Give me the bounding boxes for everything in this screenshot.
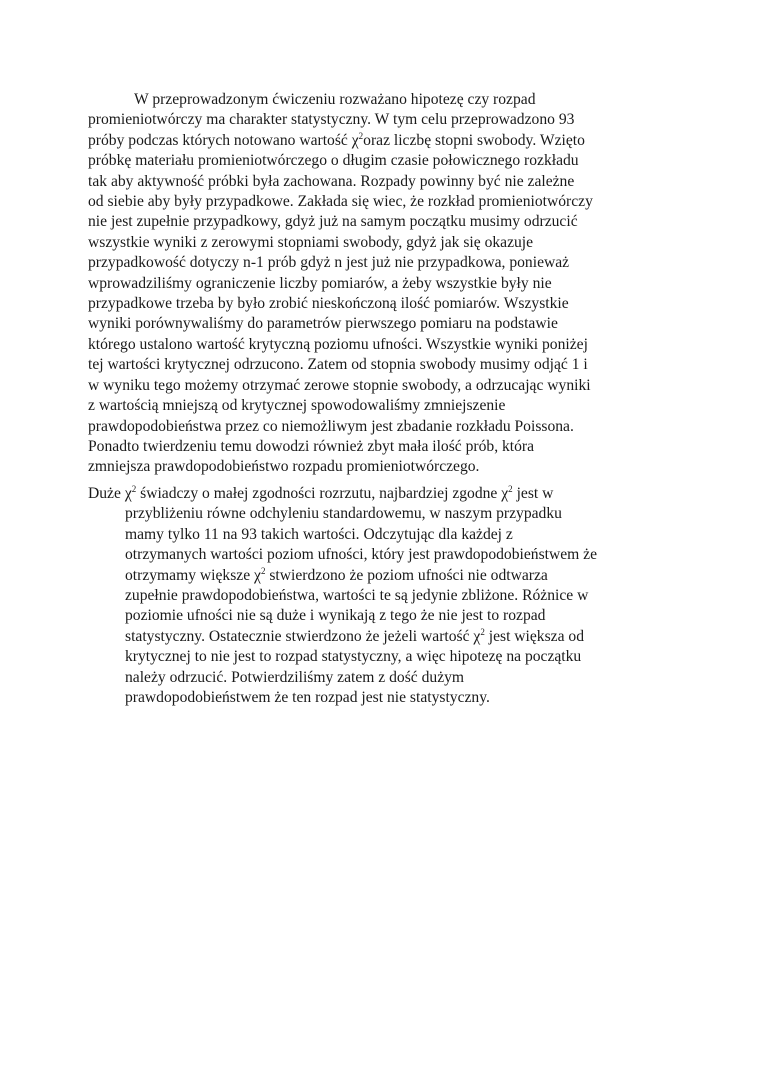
text-line: tej wartości krytycznej odrzucono. Zatem od stopnia swobody musimy odjąć 1 i xyxy=(88,356,588,374)
text-line: od siebie aby były przypadkowe. Zakłada się wiec, że rozkład promieniotwórczy xyxy=(88,193,593,211)
text-segment: Duże xyxy=(88,485,125,502)
text-line: tak aby aktywność próbki była zachowana. Rozpady powinny być nie zależne xyxy=(88,172,575,190)
superscript: 2 xyxy=(358,130,364,141)
text-line: krytycznej to nie jest to rozpad statystyczny, a więc hipotezę na początku xyxy=(125,648,582,666)
text-line: przybliżeniu równe odchyleniu standardowemu, w naszym przypadku xyxy=(125,505,562,523)
text-line xyxy=(88,566,688,586)
text-line: promieniotwórczy ma charakter statystyczny. W tym celu przeprowadzono 93 xyxy=(88,111,575,129)
chi-symbol: χ xyxy=(124,485,132,502)
text-segment: otrzymamy większe xyxy=(125,566,255,584)
chi-symbol: χ xyxy=(501,485,509,502)
text-line: mamy tylko 11 na 93 takich wartości. Odczytując dla każdej z xyxy=(125,525,513,543)
text-segment: jest większa od xyxy=(484,627,585,645)
superscript: 2 xyxy=(260,565,266,576)
superscript: 2 xyxy=(508,484,513,494)
text-segment: oraz liczbę stopni swobody. Wzięto xyxy=(363,131,585,149)
text-line xyxy=(88,627,688,647)
chi-symbol: χ xyxy=(351,131,359,149)
text-line: z wartością mniejszą od krytycznej spowodowaliśmy zmniejszenie xyxy=(88,397,506,415)
superscript: 2 xyxy=(131,484,137,494)
text-line: należy odrzucić. Potwierdziliśmy zatem z dość dużym xyxy=(125,668,465,686)
text-line: którego ustalono wartość krytyczną poziomu ufności. Wszystkie wyniki poniżej xyxy=(88,335,588,353)
text-segment: próby podczas których notowano wartość xyxy=(88,131,352,149)
paragraph-conclusion xyxy=(88,484,688,708)
chi-symbol: χ xyxy=(473,627,481,645)
text-line: prawdopodobieństwa przez co niemożliwym jest zbadanie rozkładu Poissona. xyxy=(88,417,574,435)
text-line: zmniejsza prawdopodobieństwo rozpadu promieniotwórczego. xyxy=(88,458,480,476)
text-segment: jest w xyxy=(512,485,554,502)
text-line: otrzymanych wartości poziom ufności, który jest prawdopodobieństwem że xyxy=(125,546,598,564)
text-line: próbkę materiału promieniotwórczego o długim czasie połowicznego rozkładu xyxy=(88,152,579,170)
text-line: poziomie ufności nie są duże i wynikają z tego że nie jest to rozpad xyxy=(125,607,546,625)
chi-symbol: χ xyxy=(254,566,261,584)
superscript: 2 xyxy=(480,626,485,637)
text-segment: statystyczny. Ostatecznie stwierdzono że jeżeli wartość xyxy=(125,627,474,645)
text-line: przypadkowość dotyczy n-1 prób gdyż n jest już nie przypadkowa, ponieważ xyxy=(88,254,570,272)
text-line: wszystkie wyniki z zerowymi stopniami swobody, gdyż jak się okazuje xyxy=(88,233,534,251)
text-segment: świadczy o małej zgodności rozrzutu, najbardziej zgodne xyxy=(136,485,502,502)
text-line: W przeprowadzonym ćwiczeniu rozważano hipotezę czy rozpad xyxy=(134,91,536,108)
text-line: w wyniku tego możemy otrzymać zerowe stopnie swobody, a odrzucając wyniki xyxy=(88,376,591,394)
text-line xyxy=(88,484,688,504)
text-line: zupełnie prawdopodobieństwa, wartości te są jedynie zbliżone. Różnice w xyxy=(125,587,589,605)
text-line: prawdopodobieństwem że ten rozpad jest nie statystyczny. xyxy=(125,689,490,707)
text-line xyxy=(88,131,648,151)
text-line: przypadkowe trzeba by było zrobić nieskończoną ilość pomiarów. Wszystkie xyxy=(88,295,569,313)
paragraph-hypothesis xyxy=(88,90,648,478)
text-line: wyniki porównywaliśmy do parametrów pierwszego pomiaru na podstawie xyxy=(88,315,558,333)
text-line: Ponadto twierdzeniu temu dowodzi również zbyt mała ilość prób, która xyxy=(88,437,535,455)
text-line: wprowadziliśmy ograniczenie liczby pomiarów, a żeby wszystkie były nie xyxy=(88,274,552,292)
text-line: nie jest zupełnie przypadkowy, gdyż już na samym początku musimy odrzucić xyxy=(88,213,578,231)
text-segment: stwierdzono że poziom ufności nie odtwarza xyxy=(265,566,548,584)
